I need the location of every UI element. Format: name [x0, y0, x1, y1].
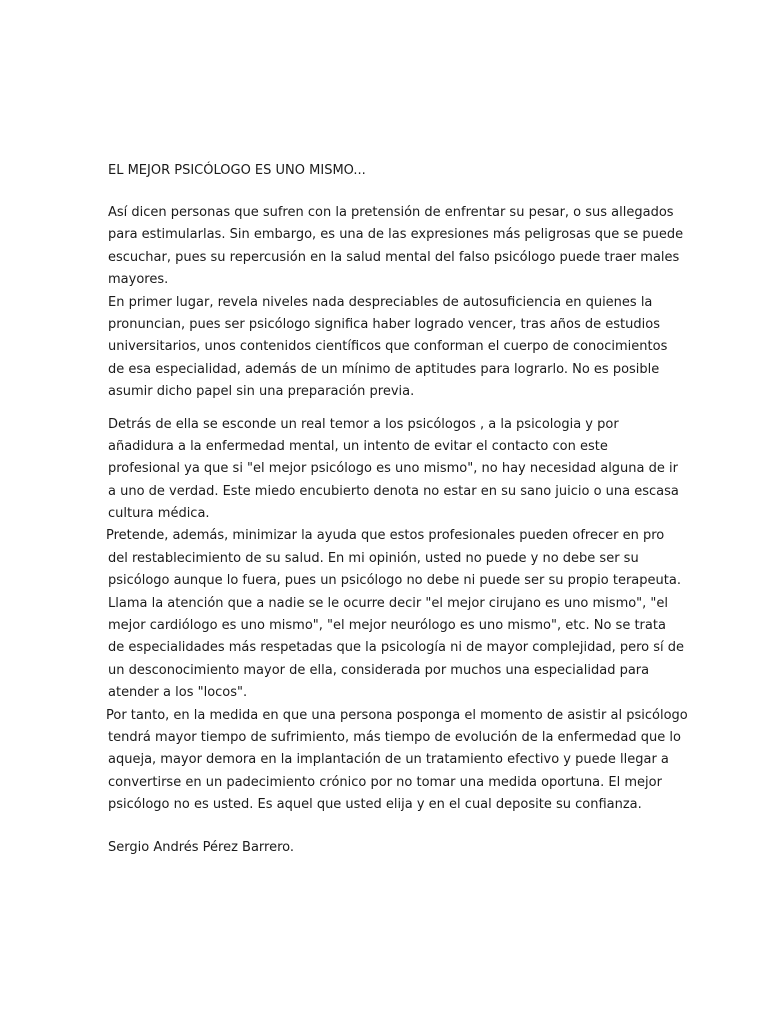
text-line: de esa especialidad, además de un mínimo de aptitudes para lograrlo. No es posible [108, 361, 660, 377]
text-line: cultura médica. [108, 506, 210, 522]
text-line: convertirse en un padecimiento crónico por no tomar una medida oportuna. El mejor [108, 774, 662, 790]
text-line: Por tanto, en la medida en que una persona posponga el momento de asistir al psicólogo [106, 707, 688, 723]
text-line: mejor cardiólogo es uno mismo", "el mejor neurólogo es uno mismo", etc. No se trata [108, 618, 666, 634]
text-line: a uno de verdad. Este miedo encubierto denota no estar en su sano juicio o una escasa [108, 483, 679, 499]
paragraph-gap [108, 817, 668, 837]
text-line: Pretende, además, minimizar la ayuda que estos profesionales pueden ofrecer en pro [106, 528, 665, 544]
text-line: pronuncian, pues ser psicólogo significa haber logrado vencer, tras años de estudios [108, 316, 660, 332]
text-line: escuchar, pues su repercusión en la salud mental del falso psicólogo puede traer males [108, 249, 680, 265]
paragraph-gap [108, 404, 668, 414]
text-line: profesional ya que si "el mejor psicólogo es uno mismo", no hay necesidad alguna de ir [108, 461, 678, 477]
document-title: EL MEJOR PSICÓLOGO ES UNO MISMO... [108, 163, 366, 178]
text-line: Así dicen personas que sufren con la pretensión de enfrentar su pesar, o sus allegados [108, 205, 674, 220]
text-line: En primer lugar, revela niveles nada despreciables de autosuficiencia en quienes la [108, 294, 653, 310]
text-line: asumir dicho papel sin una preparación previa. [108, 384, 415, 400]
text-line: psicólogo aunque lo fuera, pues un psicólogo no debe ni puede ser su propio terapeuta. [108, 573, 681, 589]
text-line: psicólogo no es usted. Es aquel que usted elija y en el cual deposite su confianza. [108, 797, 642, 813]
text-line: Llama la atención que a nadie se le ocurre decir "el mejor cirujano es uno mismo", "el [108, 595, 669, 611]
text-line: universitarios, unos contenidos científicos que conforman el cuerpo de conocimientos [108, 339, 668, 355]
text-line: del restablecimiento de su salud. En mi opinión, usted no puede y no debe ser su [108, 550, 639, 566]
text-line: tendrá mayor tiempo de sufrimiento, más tiempo de evolución de la enfermedad que lo [108, 729, 681, 745]
text-line: un desconocimiento mayor de ella, considerada por muchos una especialidad para [108, 662, 650, 678]
text-line: aqueja, mayor demora en la implantación de un tratamiento efectivo y puede llegar a [108, 752, 669, 768]
text-line: Detrás de ella se esconde un real temor a los psicólogos , a la psicologia y por [108, 416, 619, 432]
document-body [106, 160, 688, 859]
text-line: para estimularlas. Sin embargo, es una de las expresiones más peligrosas que se puede [108, 227, 684, 243]
paragraph-block-2 [106, 414, 688, 817]
text-line: añadidura a la enfermedad mental, un intento de evitar el contacto con este [108, 438, 608, 454]
signature: Sergio Andrés Pérez Barrero. [108, 839, 295, 855]
text-line: de especialidades más respetadas que la psicología ni de mayor complejidad, pero sí de [108, 640, 684, 656]
paragraph-block-1 [108, 202, 684, 404]
text-line: atender a los "locos". [108, 685, 248, 701]
text-line: mayores. [108, 272, 169, 288]
